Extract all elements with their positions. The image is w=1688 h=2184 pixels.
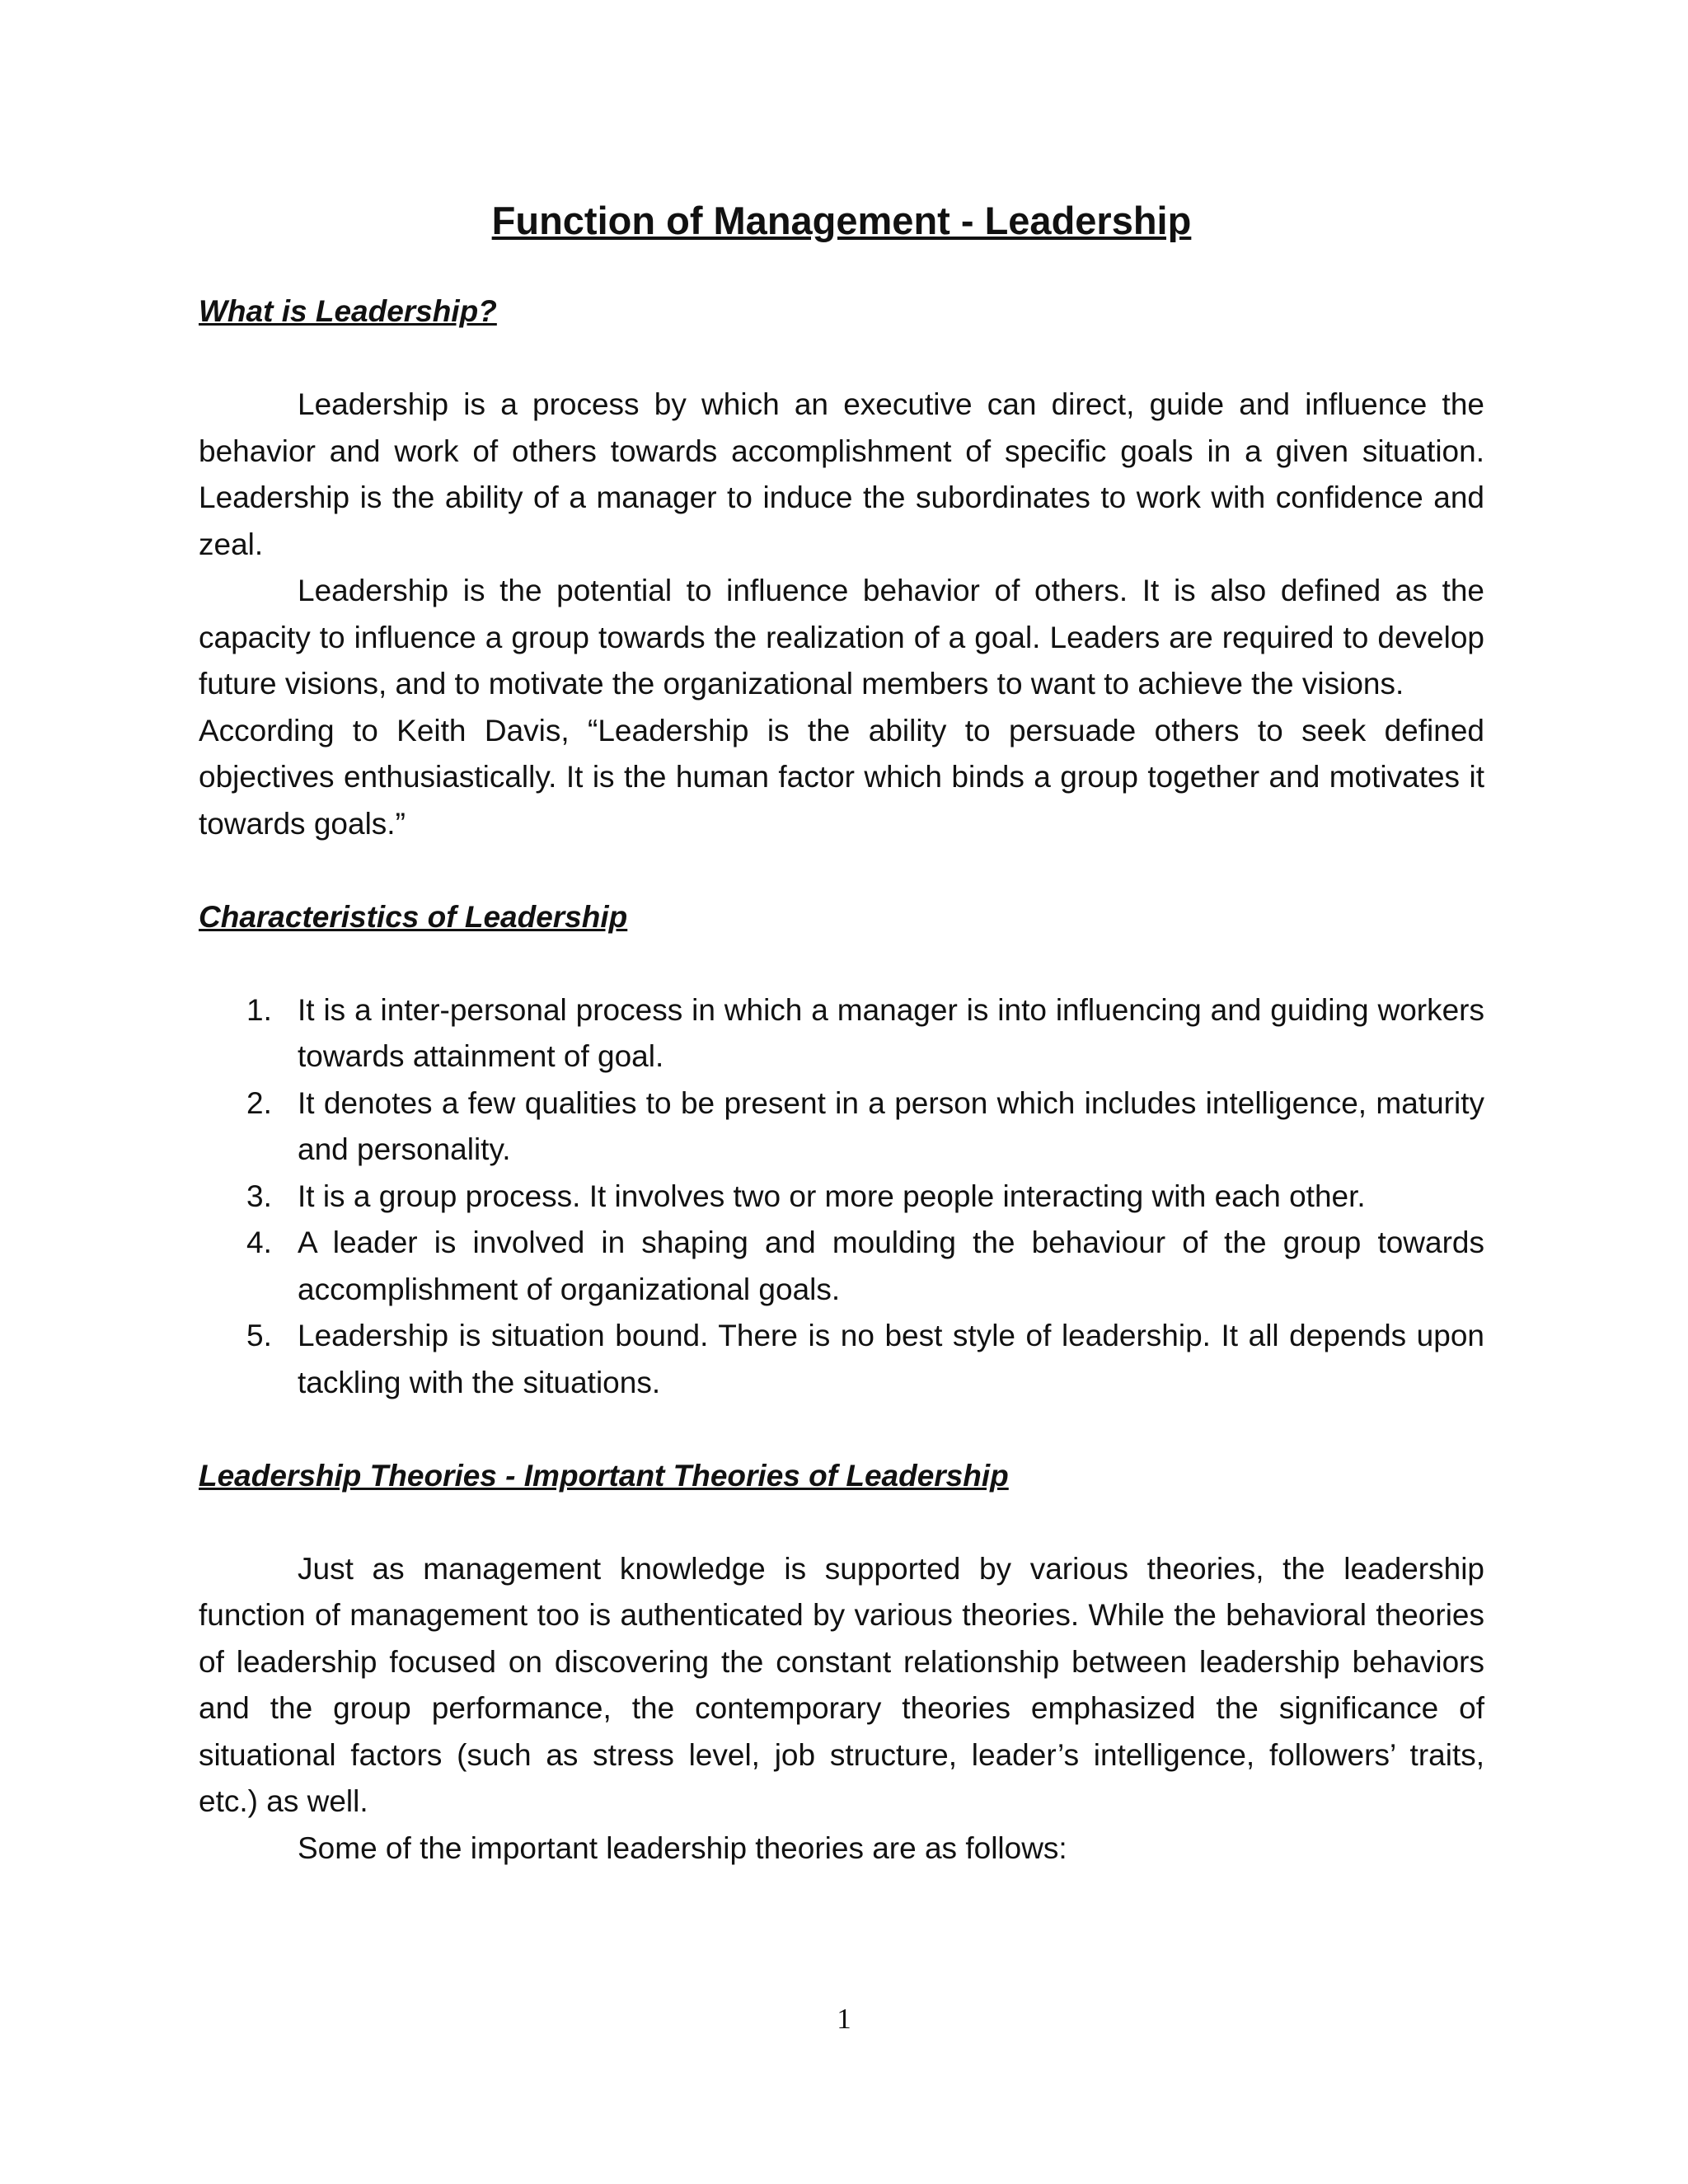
list-item-text: Leadership is situation bound. There is no best style of leadership. It all depends upon tackling with the situations. [298,1319,1484,1399]
characteristics-list [199,987,1484,1407]
spacer [199,1499,1484,1546]
spacer [199,847,1484,894]
list-item [199,1080,1484,1174]
list-item [199,1220,1484,1313]
list-item-text: It denotes a few qualities to be present in a person which includes intelligence, maturity and personality. [298,1085,1484,1166]
page-title: Function of Management - Leadership [491,199,1192,242]
paragraph: Some of the important leadership theories are as follows: [298,1830,1067,1865]
page-content [199,196,1484,1872]
spacer [199,940,1484,987]
list-item-number: 5. [246,1319,272,1352]
spacer [199,1406,1484,1453]
list-item-text: A leader is involved in shaping and moulding the behaviour of the group towards accomplishment of organizational goals. [298,1226,1484,1306]
list-item-number: 1. [246,992,272,1027]
paragraph: Leadership is a process by which an executive can direct, guide and influence the behavior and work of others towards accomplishment of specific goals in a given situation. Leadership is the ability of a manager to induce the subordinates to work with confidence and zeal. [199,387,1484,561]
section-heading-leadership-theories: Leadership Theories - Important Theories of Leadership [199,1458,1009,1493]
list-item-number: 3. [246,1179,272,1213]
section-heading-characteristics: Characteristics of Leadership [199,899,628,934]
list-item [199,1174,1484,1221]
list-item [199,987,1484,1080]
list-item [199,1313,1484,1406]
list-item-text: It is a inter-personal process in which a manager is into influencing and guiding workers towards attainment of goal. [298,992,1484,1073]
paragraph: Leadership is the potential to influence behavior of others. It is also defined as the capacity to influence a group towards the realization of a goal. Leaders are required to develop future visions, and to motivate the organizational members to want to achieve the visions. [199,574,1484,701]
paragraph: Just as management knowledge is supported by various theories, the leadership function of management too is authenticated by various theories. While the behavioral theories of leadership focused on discovering the constant relationship between leadership behaviors and the group performance, the contemporary theories emphasized the significance of situational factors (such as stress level, job structure, leader’s intelligence, followers’ traits, etc.) as well. [199,1551,1484,1818]
list-item-number: 2. [246,1085,272,1120]
page-number: 1 [837,2003,851,2035]
list-item-text: It is a group process. It involves two or more people interacting with each other. [298,1179,1366,1213]
paragraph-quote: According to Keith Davis, “Leadership is the ability to persuade others to seek defined objectives enthusiastically. It is the human factor which binds a group together and motivates it towards goals.” [199,713,1484,841]
section-heading-what-is-leadership: What is Leadership? [199,294,497,328]
spacer [199,335,1484,382]
list-item-number: 4. [246,1226,272,1259]
